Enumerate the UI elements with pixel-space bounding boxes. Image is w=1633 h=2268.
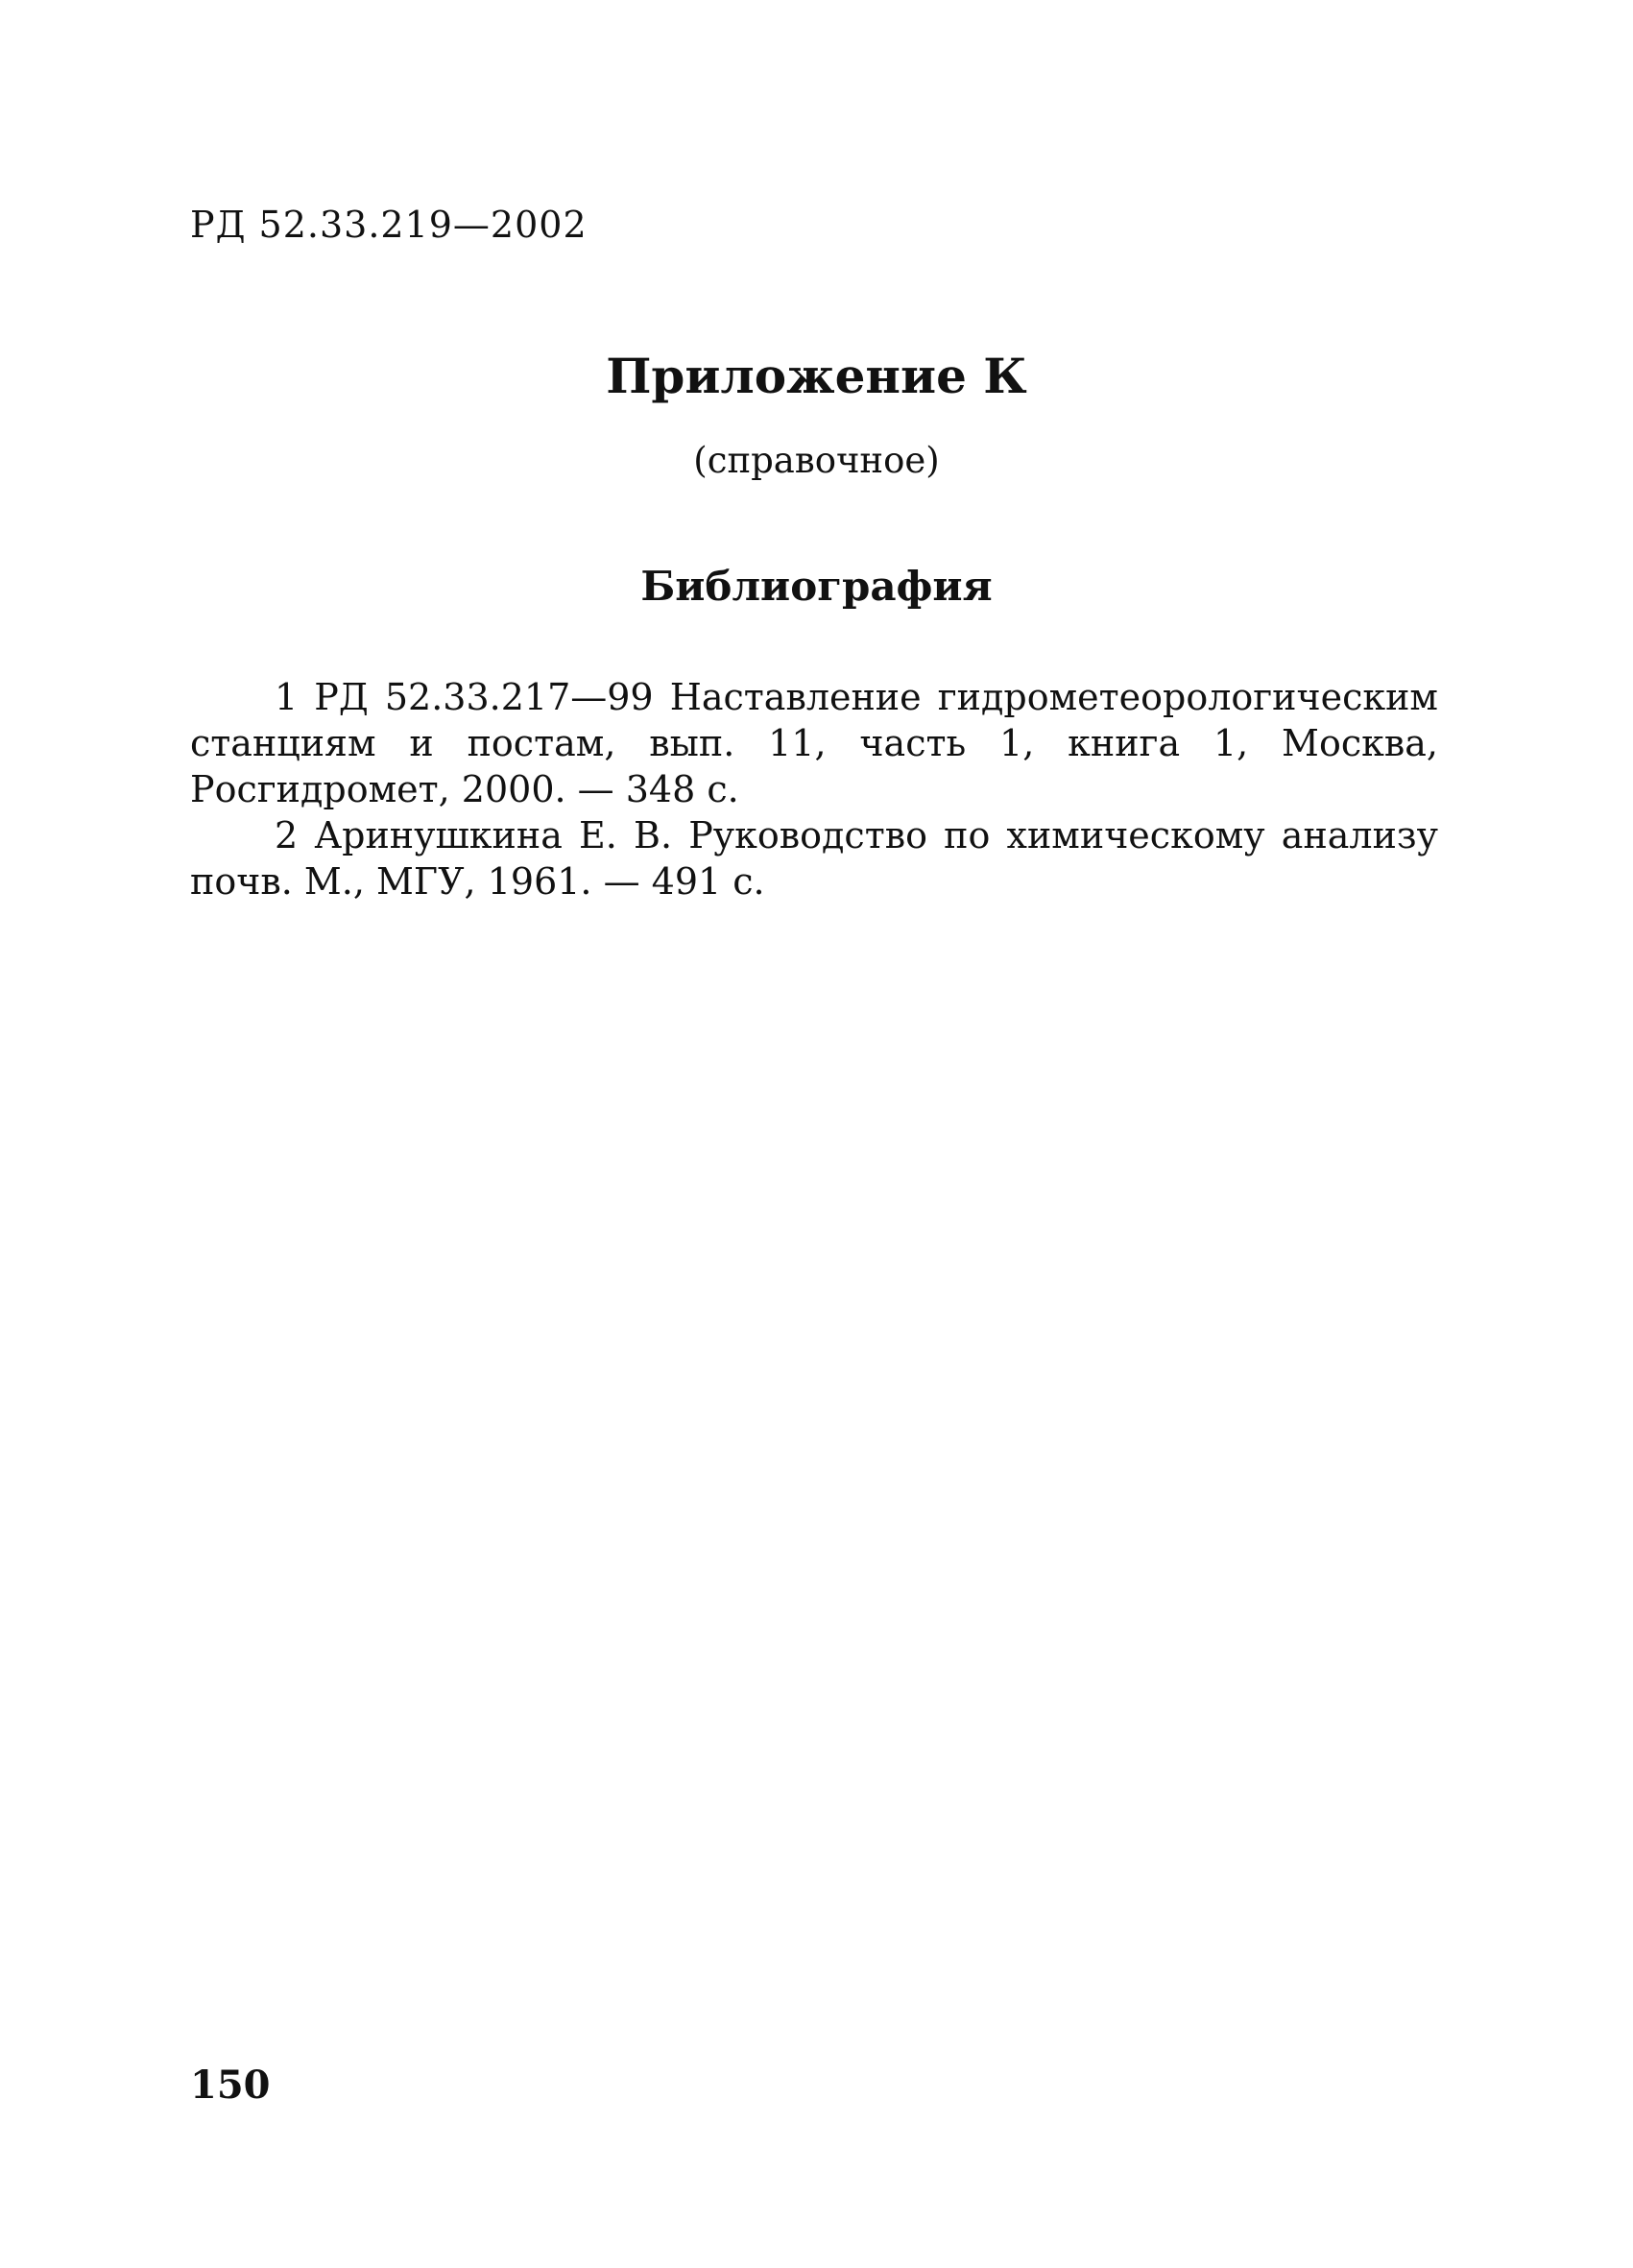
bibliography-heading: Библиография bbox=[640, 563, 993, 610]
bibliography-list bbox=[190, 674, 1438, 905]
appendix-subtitle: (справочное) bbox=[693, 440, 940, 481]
appendix-title: Приложение К bbox=[606, 348, 1027, 404]
document-code: РД 52.33.219—2002 bbox=[190, 204, 588, 246]
bibliography-entry: 2 Аринушкина Е. В. Руководство по химическому анализу почв. М., МГУ, 1961. — 491 с. bbox=[190, 814, 1438, 903]
bibliography-entry: 1 РД 52.33.217—99 Наставление гидрометеорологическим станциям и постам, вып. 11, часть 1, книга 1, Москва, Росгидромет, 2000. — 348 с. bbox=[190, 676, 1438, 810]
page-number: 150 bbox=[190, 2063, 271, 2108]
